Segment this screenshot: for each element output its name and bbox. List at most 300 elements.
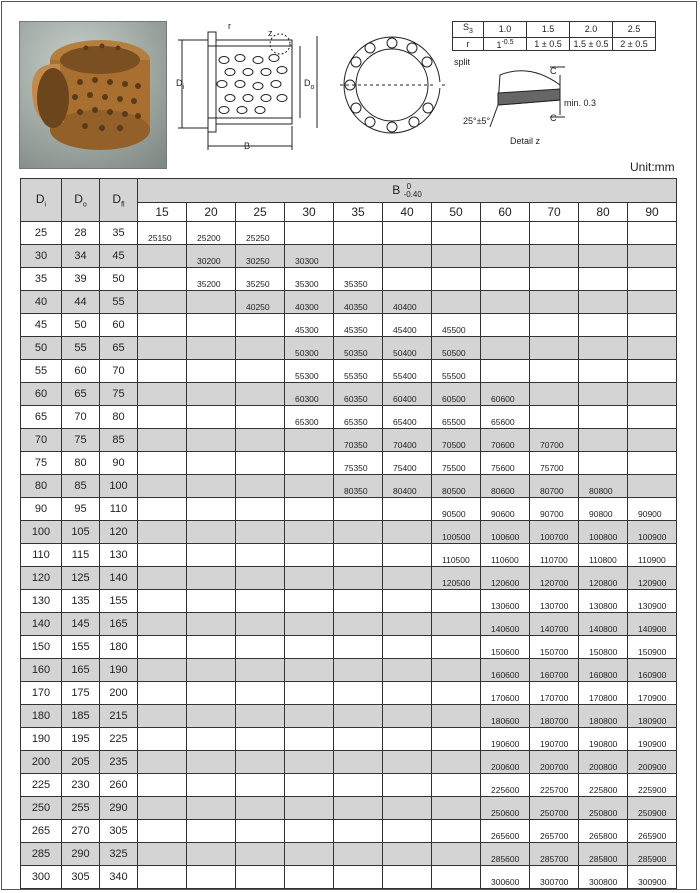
cell-di: 225 — [21, 774, 62, 797]
cell-part-number: 285900 — [628, 843, 677, 866]
cell-di: 70 — [21, 429, 62, 452]
cell-dfl: 85 — [100, 429, 138, 452]
cell-part-number — [383, 268, 432, 291]
cell-di: 60 — [21, 383, 62, 406]
cell-di: 35 — [21, 268, 62, 291]
cell-part-number: 65350 — [334, 406, 383, 429]
cell-part-number — [383, 544, 432, 567]
cell-do: 135 — [62, 590, 100, 613]
cell-part-number — [530, 245, 579, 268]
cell-part-number: 60350 — [334, 383, 383, 406]
table-row — [21, 498, 677, 521]
label-c-bottom: C — [550, 113, 557, 123]
table-row — [21, 774, 677, 797]
cell-part-number — [138, 820, 187, 843]
cell-part-number — [530, 337, 579, 360]
dimension-table — [20, 178, 677, 889]
cell-dfl: 130 — [100, 544, 138, 567]
cell-di: 160 — [21, 659, 62, 682]
label-c-top: C — [550, 66, 557, 76]
cell-part-number: 25150 — [138, 222, 187, 245]
cell-part-number: 55300 — [285, 360, 334, 383]
cell-part-number: 265700 — [530, 820, 579, 843]
cell-part-number: 75700 — [530, 452, 579, 475]
cell-di: 50 — [21, 337, 62, 360]
cell-part-number — [383, 751, 432, 774]
s3-value: 1.5 — [527, 22, 570, 38]
cell-part-number: 120500 — [432, 567, 481, 590]
table-row — [21, 705, 677, 728]
cell-part-number — [285, 567, 334, 590]
table-row — [21, 751, 677, 774]
table-row — [21, 797, 677, 820]
cell-part-number — [383, 866, 432, 889]
table-row — [21, 659, 677, 682]
cell-part-number — [236, 337, 285, 360]
cell-part-number — [236, 544, 285, 567]
cell-part-number — [432, 613, 481, 636]
cell-part-number — [579, 429, 628, 452]
cell-part-number — [285, 820, 334, 843]
cell-part-number — [334, 843, 383, 866]
cell-part-number: 130900 — [628, 590, 677, 613]
cell-part-number — [187, 613, 236, 636]
cell-part-number: 55500 — [432, 360, 481, 383]
unit-label: Unit:mm — [630, 160, 675, 174]
cell-part-number: 250700 — [530, 797, 579, 820]
cell-part-number: 40300 — [285, 291, 334, 314]
cell-dfl: 70 — [100, 360, 138, 383]
cell-part-number — [138, 751, 187, 774]
cell-part-number: 180600 — [481, 705, 530, 728]
cell-part-number — [236, 659, 285, 682]
cell-part-number: 300900 — [628, 866, 677, 889]
cell-part-number: 40350 — [334, 291, 383, 314]
cell-part-number: 285700 — [530, 843, 579, 866]
cell-part-number — [138, 774, 187, 797]
cell-part-number — [383, 567, 432, 590]
cell-part-number — [285, 544, 334, 567]
cell-part-number — [285, 843, 334, 866]
cell-part-number: 75600 — [481, 452, 530, 475]
table-row — [21, 314, 677, 337]
cell-part-number — [236, 843, 285, 866]
label-b: B — [244, 141, 251, 151]
cell-do: 75 — [62, 429, 100, 452]
cell-part-number — [383, 774, 432, 797]
cell-part-number: 140900 — [628, 613, 677, 636]
cell-part-number: 265900 — [628, 820, 677, 843]
cell-part-number — [138, 475, 187, 498]
cell-part-number — [236, 475, 285, 498]
r-value: 2 ± 0.5 — [613, 37, 656, 50]
cell-part-number: 80400 — [383, 475, 432, 498]
cell-part-number: 190900 — [628, 728, 677, 751]
cell-part-number: 100700 — [530, 521, 579, 544]
cell-di: 30 — [21, 245, 62, 268]
cell-part-number: 180900 — [628, 705, 677, 728]
s3-label: $S_3$ — [453, 22, 484, 38]
cell-part-number: 100600 — [481, 521, 530, 544]
cell-part-number — [628, 475, 677, 498]
cell-part-number — [236, 751, 285, 774]
cell-part-number — [530, 222, 579, 245]
cell-dfl: 90 — [100, 452, 138, 475]
cell-dfl: 180 — [100, 636, 138, 659]
cell-part-number: 55350 — [334, 360, 383, 383]
cell-part-number: 160900 — [628, 659, 677, 682]
cell-do: 195 — [62, 728, 100, 751]
table-row — [21, 866, 677, 889]
cell-part-number — [138, 567, 187, 590]
s3-value: 2.0 — [570, 22, 613, 38]
cell-part-number: 65500 — [432, 406, 481, 429]
cell-part-number — [628, 245, 677, 268]
cell-dfl: 110 — [100, 498, 138, 521]
table-row — [21, 475, 677, 498]
cell-part-number: 285800 — [579, 843, 628, 866]
cell-do: 70 — [62, 406, 100, 429]
cell-part-number: 45350 — [334, 314, 383, 337]
cell-part-number — [334, 567, 383, 590]
cell-do: 105 — [62, 521, 100, 544]
cell-do: 305 — [62, 866, 100, 889]
cell-part-number — [285, 521, 334, 544]
cell-part-number — [334, 866, 383, 889]
table-row — [21, 567, 677, 590]
cell-part-number — [187, 337, 236, 360]
cell-part-number: 225800 — [579, 774, 628, 797]
cell-part-number — [628, 383, 677, 406]
cell-part-number — [383, 659, 432, 682]
cell-part-number — [236, 429, 285, 452]
cell-do: 115 — [62, 544, 100, 567]
cell-part-number — [432, 843, 481, 866]
cell-part-number — [628, 429, 677, 452]
cell-part-number: 250600 — [481, 797, 530, 820]
label-do: $D_o$ — [304, 78, 315, 91]
cell-do: 28 — [62, 222, 100, 245]
ring-end-view — [340, 30, 450, 140]
cell-part-number — [432, 659, 481, 682]
cell-part-number — [334, 659, 383, 682]
cell-dfl: 75 — [100, 383, 138, 406]
cell-part-number: 25200 — [187, 222, 236, 245]
cell-dfl: 235 — [100, 751, 138, 774]
cell-part-number — [236, 360, 285, 383]
cell-do: 270 — [62, 820, 100, 843]
cell-dfl: 120 — [100, 521, 138, 544]
table-row — [21, 406, 677, 429]
cell-part-number — [187, 728, 236, 751]
cell-part-number — [285, 751, 334, 774]
wall-radius-table — [452, 21, 656, 51]
cell-part-number: 35300 — [285, 268, 334, 291]
cell-part-number — [236, 498, 285, 521]
cell-part-number — [628, 314, 677, 337]
cell-part-number: 150700 — [530, 636, 579, 659]
cell-dfl: 65 — [100, 337, 138, 360]
cell-part-number — [236, 820, 285, 843]
cell-part-number — [187, 797, 236, 820]
column-header-b: 35 — [334, 203, 383, 222]
cell-part-number — [432, 268, 481, 291]
r-value: 1 ± 0.5 — [527, 37, 570, 50]
cell-part-number — [138, 521, 187, 544]
cell-part-number: 30200 — [187, 245, 236, 268]
cell-part-number: 80800 — [579, 475, 628, 498]
header-b: B 0 -0.40 — [138, 179, 677, 203]
cell-part-number — [138, 590, 187, 613]
cell-dfl: 100 — [100, 475, 138, 498]
cell-part-number — [138, 613, 187, 636]
cell-part-number: 265600 — [481, 820, 530, 843]
cell-do: 145 — [62, 613, 100, 636]
cell-part-number: 200700 — [530, 751, 579, 774]
cell-part-number: 110700 — [530, 544, 579, 567]
table-row — [21, 728, 677, 751]
cell-part-number — [138, 544, 187, 567]
cell-part-number — [285, 590, 334, 613]
cell-part-number: 180800 — [579, 705, 628, 728]
cell-part-number — [138, 383, 187, 406]
cell-part-number — [236, 797, 285, 820]
cell-di: 45 — [21, 314, 62, 337]
cell-part-number — [432, 682, 481, 705]
cell-part-number: 120600 — [481, 567, 530, 590]
cell-part-number — [285, 222, 334, 245]
column-header-b: 90 — [628, 203, 677, 222]
cell-part-number — [285, 866, 334, 889]
cell-part-number — [236, 567, 285, 590]
cell-part-number: 70400 — [383, 429, 432, 452]
cell-part-number — [334, 636, 383, 659]
cell-part-number: 40400 — [383, 291, 432, 314]
table-row — [21, 843, 677, 866]
cell-part-number — [628, 268, 677, 291]
table-row — [21, 337, 677, 360]
bushing-photo — [19, 21, 167, 169]
cell-dfl: 165 — [100, 613, 138, 636]
cell-part-number: 50350 — [334, 337, 383, 360]
cell-part-number — [285, 682, 334, 705]
cell-part-number — [628, 360, 677, 383]
cell-part-number: 110500 — [432, 544, 481, 567]
table-row — [21, 544, 677, 567]
cell-part-number: 60600 — [481, 383, 530, 406]
cell-di: 25 — [21, 222, 62, 245]
cell-part-number — [432, 291, 481, 314]
cell-part-number — [628, 406, 677, 429]
cell-part-number: 225900 — [628, 774, 677, 797]
cell-part-number — [138, 291, 187, 314]
column-header-b: 50 — [432, 203, 481, 222]
table-row — [21, 682, 677, 705]
cell-part-number — [187, 774, 236, 797]
cell-part-number — [383, 820, 432, 843]
cell-di: 90 — [21, 498, 62, 521]
cell-di: 300 — [21, 866, 62, 889]
cell-part-number: 120900 — [628, 567, 677, 590]
cell-part-number: 60400 — [383, 383, 432, 406]
cell-part-number: 140600 — [481, 613, 530, 636]
label-split: split — [454, 57, 471, 67]
cell-part-number — [628, 222, 677, 245]
s3-value: 1.0 — [484, 22, 527, 38]
cell-part-number: 250800 — [579, 797, 628, 820]
cell-part-number — [432, 590, 481, 613]
cell-do: 55 — [62, 337, 100, 360]
cell-part-number — [236, 682, 285, 705]
cell-part-number — [432, 245, 481, 268]
cell-dfl: 55 — [100, 291, 138, 314]
cell-do: 185 — [62, 705, 100, 728]
cell-part-number: 90500 — [432, 498, 481, 521]
cell-part-number: 140700 — [530, 613, 579, 636]
cell-part-number — [138, 866, 187, 889]
cell-part-number: 100500 — [432, 521, 481, 544]
cell-part-number — [138, 636, 187, 659]
cell-part-number: 80700 — [530, 475, 579, 498]
cell-part-number — [187, 590, 236, 613]
cell-part-number: 160700 — [530, 659, 579, 682]
cell-part-number — [383, 521, 432, 544]
cell-part-number — [432, 866, 481, 889]
label-detail: Detail z — [510, 136, 541, 146]
cell-part-number — [579, 268, 628, 291]
cell-part-number: 65300 — [285, 406, 334, 429]
table-row — [21, 521, 677, 544]
cell-part-number — [432, 636, 481, 659]
cell-part-number: 35200 — [187, 268, 236, 291]
cell-di: 65 — [21, 406, 62, 429]
cell-do: 230 — [62, 774, 100, 797]
table-row — [21, 636, 677, 659]
cell-part-number: 180700 — [530, 705, 579, 728]
cell-dfl: 140 — [100, 567, 138, 590]
cell-part-number: 70350 — [334, 429, 383, 452]
column-header-b: 60 — [481, 203, 530, 222]
header-di: $D_i$ — [21, 179, 62, 222]
label-z: z — [268, 28, 273, 38]
cell-di: 120 — [21, 567, 62, 590]
cell-part-number: 130700 — [530, 590, 579, 613]
cell-part-number — [187, 291, 236, 314]
cell-part-number — [481, 291, 530, 314]
cell-part-number — [236, 636, 285, 659]
cell-part-number — [187, 360, 236, 383]
cell-part-number — [285, 498, 334, 521]
cell-part-number — [530, 268, 579, 291]
cell-part-number — [579, 360, 628, 383]
cell-part-number: 60300 — [285, 383, 334, 406]
cell-part-number — [138, 406, 187, 429]
cell-dfl: 200 — [100, 682, 138, 705]
cell-part-number — [138, 705, 187, 728]
cell-part-number — [383, 636, 432, 659]
cell-part-number — [628, 452, 677, 475]
cell-part-number — [187, 843, 236, 866]
cell-part-number: 45500 — [432, 314, 481, 337]
cell-do: 50 — [62, 314, 100, 337]
cell-part-number — [334, 797, 383, 820]
cell-di: 265 — [21, 820, 62, 843]
cell-part-number — [187, 475, 236, 498]
cell-part-number: 110800 — [579, 544, 628, 567]
cell-part-number: 190600 — [481, 728, 530, 751]
cell-part-number — [383, 682, 432, 705]
cell-part-number — [481, 314, 530, 337]
cell-do: 85 — [62, 475, 100, 498]
cell-part-number — [236, 383, 285, 406]
cell-part-number — [334, 544, 383, 567]
cell-di: 200 — [21, 751, 62, 774]
cell-do: 175 — [62, 682, 100, 705]
cell-part-number: 35350 — [334, 268, 383, 291]
cell-part-number — [236, 314, 285, 337]
cell-part-number — [236, 590, 285, 613]
cell-part-number: 170800 — [579, 682, 628, 705]
cell-di: 250 — [21, 797, 62, 820]
cell-part-number — [530, 314, 579, 337]
cell-part-number — [334, 613, 383, 636]
cell-part-number: 200900 — [628, 751, 677, 774]
cell-part-number — [383, 705, 432, 728]
cell-dfl: 305 — [100, 820, 138, 843]
cell-part-number — [236, 452, 285, 475]
cell-part-number — [432, 705, 481, 728]
cell-part-number: 75400 — [383, 452, 432, 475]
cell-part-number: 80600 — [481, 475, 530, 498]
cell-part-number: 300700 — [530, 866, 579, 889]
cell-part-number — [138, 245, 187, 268]
cell-part-number: 30300 — [285, 245, 334, 268]
cell-part-number: 170600 — [481, 682, 530, 705]
cell-part-number — [383, 613, 432, 636]
cell-di: 55 — [21, 360, 62, 383]
cell-dfl: 155 — [100, 590, 138, 613]
cell-do: 44 — [62, 291, 100, 314]
column-header-b: 20 — [187, 203, 236, 222]
cell-part-number — [432, 774, 481, 797]
cell-part-number — [383, 590, 432, 613]
cell-part-number — [285, 774, 334, 797]
column-header-b: 30 — [285, 203, 334, 222]
cell-part-number — [334, 774, 383, 797]
r-value: $1^{-0.5}$ — [484, 37, 527, 50]
cell-part-number — [236, 728, 285, 751]
cell-part-number: 170700 — [530, 682, 579, 705]
label-r: r — [228, 21, 231, 31]
cell-part-number: 170900 — [628, 682, 677, 705]
cell-part-number: 120800 — [579, 567, 628, 590]
cell-part-number: 75500 — [432, 452, 481, 475]
cell-part-number — [138, 268, 187, 291]
cell-part-number: 90700 — [530, 498, 579, 521]
cell-part-number — [138, 843, 187, 866]
cell-part-number — [285, 429, 334, 452]
cell-part-number — [334, 590, 383, 613]
r-label: r — [453, 37, 484, 50]
cell-part-number — [285, 659, 334, 682]
label-di: $D_i$ — [176, 78, 185, 91]
cell-part-number — [187, 705, 236, 728]
cell-part-number — [236, 866, 285, 889]
cell-part-number — [285, 728, 334, 751]
cell-di: 110 — [21, 544, 62, 567]
cell-part-number — [285, 705, 334, 728]
column-header-b: 80 — [579, 203, 628, 222]
